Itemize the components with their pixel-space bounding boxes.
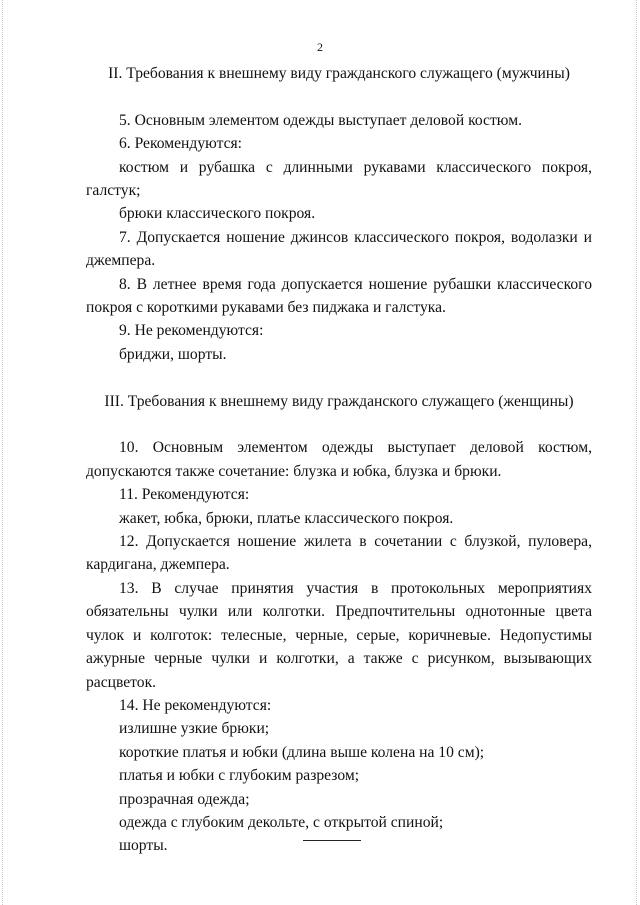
section-women-requirements [86, 390, 592, 858]
scan-edge-left [2, 0, 4, 905]
section-heading: III. Требования к внешнему виду гражданского служащего (женщины) [104, 392, 574, 410]
paragraph-list-entry: брюки классического покроя. [119, 205, 316, 223]
paragraph-item-13: 13. В случае принятия участия в протокольных мероприятиях обязательны чулки или колготки. Предпочтительны однотонные цвета чулок и колготок: телесные, черные, серые, коричневые. Недопустимы ажурные черные чулки и колготки, а также с рисунком, вызывающих расцветок. [86, 579, 592, 691]
paragraph-list-entry: прозрачная одежда; [119, 790, 250, 808]
paragraph-item-7: 7. Допускается ношение джинсов классического покроя, водолазки и джемпера. [86, 228, 592, 270]
paragraph-item-14: 14. Не рекомендуются: [119, 696, 272, 714]
paragraph-list-entry: жакет, юбка, брюки, платье классического покроя. [119, 509, 454, 527]
paragraph-list-entry: платья и юбки с глубоким разрезом; [119, 767, 360, 785]
scan-edge-right [636, 0, 638, 905]
paragraph-list-entry: короткие платья и юбки (длина выше колена на 10 см); [119, 743, 485, 761]
paragraph-list-entry: одежда с глубоким декольте, с открытой спиной; [119, 813, 444, 831]
paragraph-list-entry: шорты. [119, 837, 168, 855]
paragraph-item-5: 5. Основным элементом одежды выступает деловой костюм. [119, 111, 522, 129]
paragraph-item-11: 11. Рекомендуются: [119, 486, 250, 504]
paragraph-item-10: 10. Основным элементом одежды выступает деловой костюм, допускаются также сочетание: блузка и юбка, блузка и брюки. [86, 439, 592, 480]
section-men-requirements [86, 62, 592, 366]
paragraph-item-12: 12. Допускается ношение жилета в сочетании с блузкой, пуловера, кардигана, джемпера. [86, 533, 592, 574]
paragraph-list-entry: бриджи, шорты. [119, 345, 227, 363]
paragraph-item-8: 8. В летнее время года допускается ношение рубашки классического покроя с короткими рукавами без пиджака и галстука. [86, 275, 592, 317]
paragraph-item-9: 9. Не рекомендуются: [119, 322, 264, 340]
page-number: 2 [317, 40, 323, 54]
paragraph-item-6: 6. Рекомендуются: [119, 135, 243, 153]
paragraph-list-entry: костюм и рубашка с длинными рукавами классического покроя, галстук; [86, 158, 592, 200]
section-heading: II. Требования к внешнему виду гражданского служащего (мужчины) [108, 65, 570, 82]
document-body [86, 62, 592, 858]
end-separator-line [303, 840, 361, 841]
paragraph-list-entry: излишне узкие брюки; [119, 720, 270, 738]
